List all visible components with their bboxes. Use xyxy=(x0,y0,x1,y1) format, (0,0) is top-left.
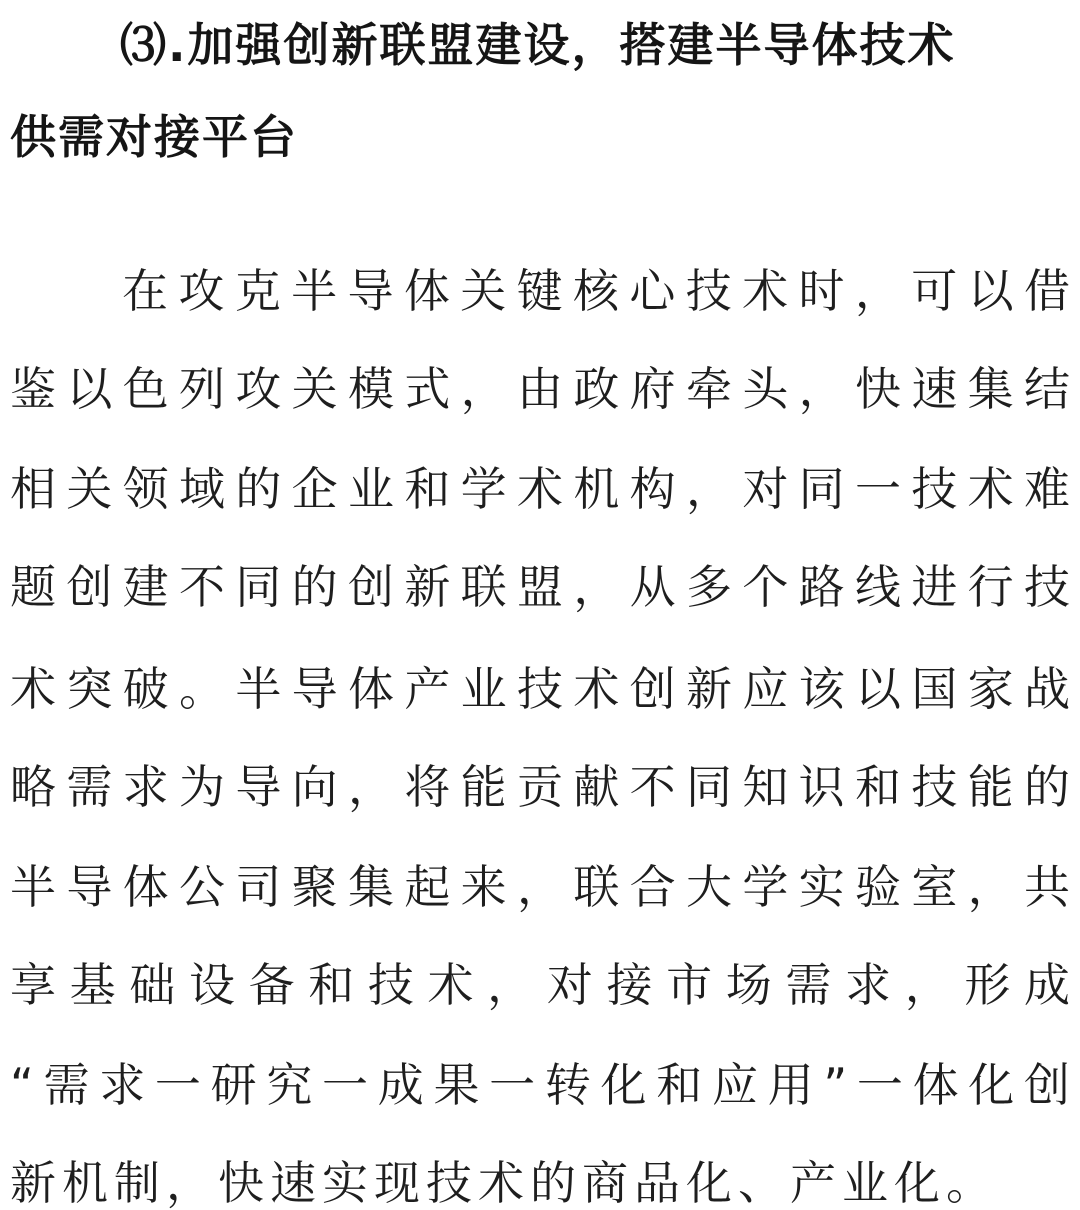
paragraph-line-5: 术突破。半导体产业技术创新应该以国家战 xyxy=(10,662,1070,716)
paragraph-line-8: 享基础设备和技术，对接市场需求，形成 xyxy=(10,958,1070,1012)
section-heading-line-2: 供需对接平台 xyxy=(10,110,298,164)
paragraph-line-2: 鉴以色列攻关模式，由政府牵头，快速集结 xyxy=(10,362,1070,416)
paragraph-line-7: 半导体公司聚集起来，联合大学实验室，共 xyxy=(10,860,1070,914)
section-heading-line-1: ⑶.加强创新联盟建设，搭建半导体技术 xyxy=(120,18,956,72)
paragraph-line-6: 略需求为导向，将能贡献不同知识和技能的 xyxy=(10,760,1070,814)
paragraph-line-1: 在攻克半导体关键核心技术时，可以借 xyxy=(122,264,1070,318)
paragraph-line-10: 新机制，快速实现技术的商品化、产业化。 xyxy=(10,1156,998,1210)
paragraph-line-9: “需求一研究一成果一转化和应用”一体化创 xyxy=(10,1058,1070,1112)
paragraph-line-3: 相关领域的企业和学术机构，对同一技术难 xyxy=(10,462,1070,516)
paragraph-line-4: 题创建不同的创新联盟，从多个路线进行技 xyxy=(10,560,1070,614)
